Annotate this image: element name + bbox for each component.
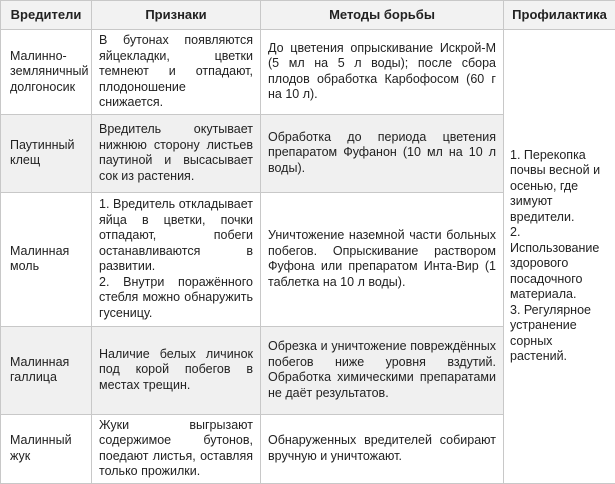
pest-methods: Уничтожение наземной части больных побегов. Опрыскивание раствором Фуфона или препаратом Инта-Вир (1 таблетка на 10 л воды).: [261, 192, 504, 326]
pest-name: Паутинный клещ: [1, 114, 92, 192]
header-signs: Признаки: [92, 1, 261, 30]
table-row: [1, 30, 615, 115]
pest-methods: Обработка до периода цветения препаратом Фуфанон (10 мл на 10 л воды).: [261, 114, 504, 192]
prevention-item: 2. Использование здорового посадочного материала.: [510, 225, 611, 303]
header-prevention: Профилактика: [504, 1, 615, 30]
pest-signs: В бутонах появляются яйцекладки, цветки темнеют и отпадают, плодоношение снижается.: [92, 30, 261, 115]
prevention-item: 3. Регулярное устранение сорных растений.: [510, 303, 611, 365]
pest-name: Малинная моль: [1, 192, 92, 326]
pest-sign-item: 2. Внутри поражённого стебля можно обнаружить гусеницу.: [99, 275, 253, 322]
pest-name: Малинная галлица: [1, 326, 92, 414]
pest-name: Малинный жук: [1, 414, 92, 483]
pest-signs: Жуки выгрызают содержимое бутонов, поедают листья, оставляя только прожилки.: [92, 414, 261, 483]
pest-methods: Обнаруженных вредителей собирают вручную и уничтожают.: [261, 414, 504, 483]
pest-name: Малинно-земляничный долгоносик: [1, 30, 92, 115]
pest-signs: Наличие белых личинок под корой побегов в местах трещин.: [92, 326, 261, 414]
pest-methods: Обрезка и уничтожение повреждённых побегов ниже уровня вздутий. Обработка химическими препаратами не даёт результатов.: [261, 326, 504, 414]
prevention-cell: [504, 30, 615, 484]
header-pests: Вредители: [1, 1, 92, 30]
pest-methods: До цветения опрыскивание Искрой-М (5 мл на 5 л воды); после сбора плодов обработка Карбофосом (60 г на 10 л).: [261, 30, 504, 115]
header-methods: Методы борьбы: [261, 1, 504, 30]
pest-signs: [92, 192, 261, 326]
pest-signs: Вредитель окутывает нижнюю сторону листьев паутиной и высасывает сок из растения.: [92, 114, 261, 192]
table-header-row: [1, 1, 615, 30]
prevention-item: 1. Перекопка почвы весной и осенью, где зимуют вредители.: [510, 148, 611, 226]
pest-sign-item: 1. Вредитель откладывает яйца в цветки, почки отпадают, побеги останавливаются в развитии.: [99, 197, 253, 275]
